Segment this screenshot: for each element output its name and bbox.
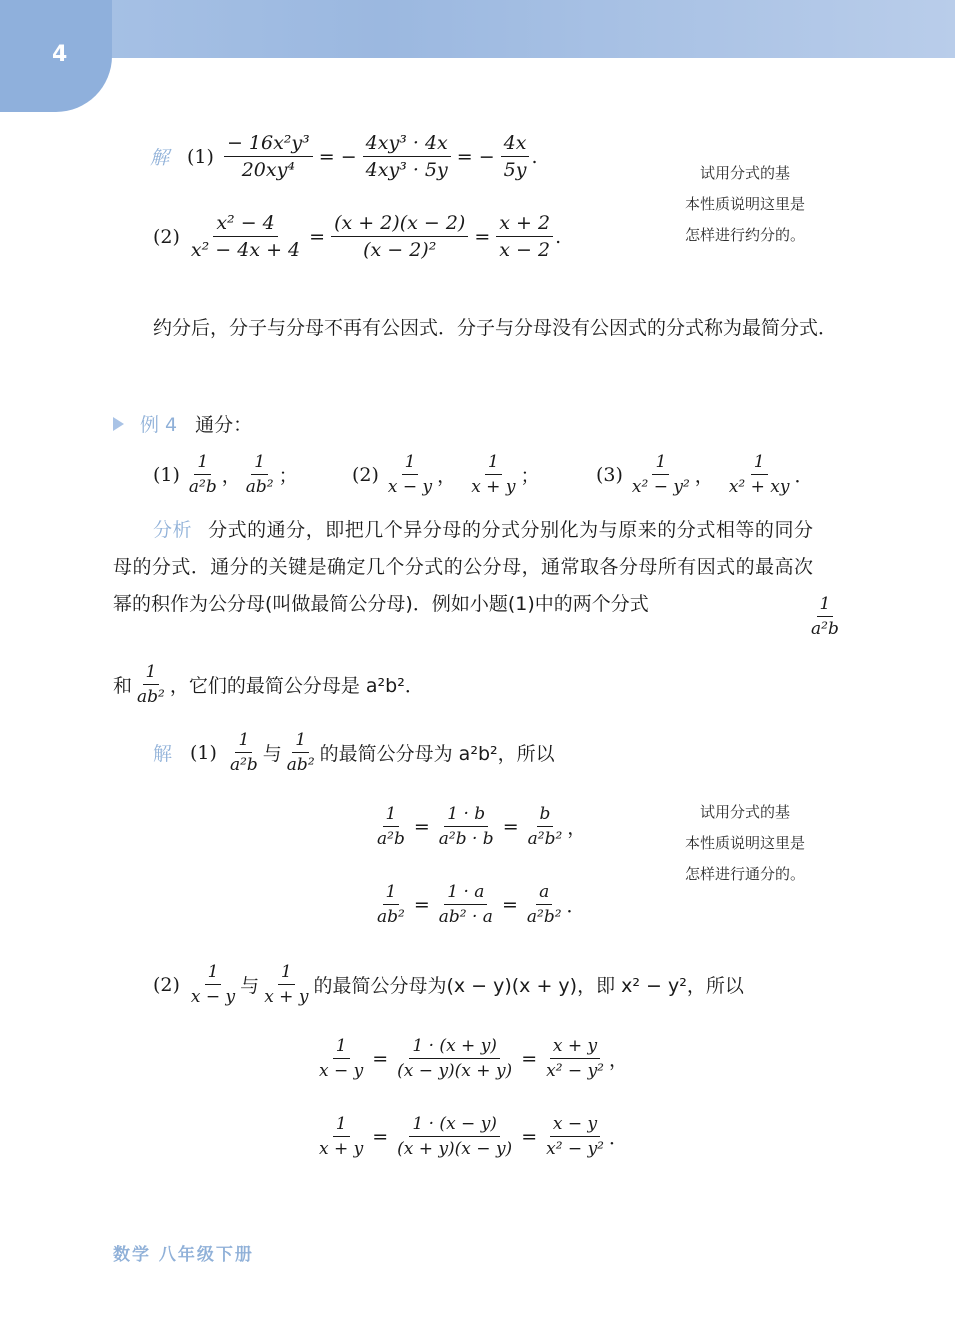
- analysis-paragraph: [113, 512, 813, 623]
- page-footer: 数学 八年级下册: [113, 1245, 254, 1265]
- page-number: 4: [52, 42, 68, 67]
- example-title: 通分：: [195, 414, 253, 436]
- fraction: $\frac{1}{\text{ab²}}$: [245, 452, 274, 497]
- analysis-text: 分式的通分，即把几个异分母的分式分别化为与原来的分式相等的同分母的分式．通分的关键是确定几个分式的公分母，通常取各分母所有因式的最高次幂的积作为公分母(叫做最简公分母)．例如小题(1)中的两个分式: [113, 519, 813, 615]
- side-note-reduce: 试用分式的基 本性质说明这里是 怎样进行约分的。: [684, 164, 805, 244]
- fraction: $\frac{1}{x - y}$: [190, 962, 236, 1007]
- example-label: 例 4: [140, 414, 178, 436]
- part-label: (2): [153, 225, 180, 248]
- fraction: $\frac{1}{\text{a²b}}$: [811, 594, 839, 639]
- fraction: $\frac{1}{\text{ab²}}$: [286, 730, 315, 775]
- fraction: $\frac{x + y}{\text{x² − y²}}$: [546, 1036, 604, 1081]
- fraction: $\frac{1}{\text{x² + xy}}$: [728, 452, 790, 497]
- fraction: $\frac{1 \cdot b}{\text{a²b · b}}$: [438, 804, 494, 849]
- ex3-part2: (2) $\frac{\text{x² − 4}}{\text{x² − 4x + 4}}$ = $\frac{(x + 2)(x - 2)}{\text{(x − 2)²}}$ = $\frac{x + 2}{x - 2}$ .: [153, 212, 562, 261]
- analysis-label: 分析: [153, 519, 193, 541]
- simplest-fraction-paragraph: 约分后，分子与分母不再有公因式．分子与分母没有公因式的分式称为最简分式．: [153, 317, 838, 339]
- fraction: $\frac{1}{\text{ab²}}$: [377, 882, 405, 927]
- fraction: $\frac{1}{\text{a²b}}$: [188, 452, 217, 497]
- ex4-item-2: (2) $\frac{1}{x - y}$ ， $\frac{1}{x + y}$ ；: [352, 452, 540, 497]
- sol4-p1-line-2: $\frac{1}{\text{ab²}}$ = $\frac{1 \cdot a}{\text{ab² · a}}$ = $\frac{a}{\text{a²b²}}$ ．: [372, 882, 586, 927]
- fraction: $\frac{1}{\text{x² − y²}}$: [631, 452, 690, 497]
- ex3-part1: 解 (1) $\frac{\text{− 16x²y³}}{\text{20xy⁴}}$ = − $\frac{\text{4xy³ · 4x}}{\text{4xy³ · 5y}}$ = − $\frac{4x}{5y}$ .: [150, 132, 538, 181]
- fraction: $\frac{1}{x - y}$: [319, 1036, 364, 1081]
- fraction: $\frac{1 \cdot (x + y)}{(x - y)(x + y)}$: [397, 1036, 513, 1081]
- solve-label: 解: [150, 147, 170, 169]
- analysis-continuation: 和 $\frac{1}{\text{ab²}}$ ，它们的最简公分母是 a²b²．: [113, 662, 424, 707]
- arrow-icon: [113, 417, 124, 431]
- fraction: $\frac{\text{x² − 4}}{\text{x² − 4x + 4}}$: [190, 212, 301, 261]
- fraction: $\frac{1 \cdot a}{\text{ab² · a}}$: [438, 882, 493, 927]
- sol4-p1-line-1: $\frac{1}{\text{a²b}}$ = $\frac{1 \cdot b}{\text{a²b · b}}$ = $\frac{b}{\text{a²b²}}$ ，: [372, 804, 586, 849]
- fraction: $\frac{b}{\text{a²b²}}$: [527, 804, 563, 849]
- fraction: $\frac{\text{4xy³ · 4x}}{\text{4xy³ · 5y}}$: [363, 132, 451, 181]
- fraction: $\frac{x - y}{\text{x² − y²}}$: [546, 1114, 604, 1159]
- ex4-item-1: (1) $\frac{1}{\text{a²b}}$ ， $\frac{1}{\text{ab²}}$ ；: [153, 452, 298, 497]
- fraction: $\frac{1 \cdot (x - y)}{(x + y)(x - y)}$: [397, 1114, 513, 1159]
- fraction: $\frac{x + 2}{x - 2}$: [496, 212, 553, 261]
- fraction: $\frac{1}{x + y}$: [319, 1114, 364, 1159]
- fraction: $\frac{4x}{5y}$: [501, 132, 530, 181]
- fraction: $\frac{1}{\text{a²b}}$: [377, 804, 405, 849]
- fraction: $\frac{1}{x + y}$: [471, 452, 516, 497]
- sol4-part1-intro: 解 (1) $\frac{1}{\text{a²b}}$ 与 $\frac{1}{\text{ab²}}$ 的最简公分母为 a²b²，所以: [153, 730, 555, 775]
- fraction: $\frac{a}{\text{a²b²}}$: [526, 882, 562, 927]
- fraction: $\frac{(x + 2)(x - 2)}{\text{(x − 2)²}}$: [331, 212, 468, 261]
- sol4-p2-line-1: $\frac{1}{x - y}$ = $\frac{1 \cdot (x + y)}{(x - y)(x + y)}$ = $\frac{x + y}{\text{x² − y²}}$ ，: [314, 1036, 628, 1081]
- fraction: $\frac{\text{− 16x²y³}}{\text{20xy⁴}}$: [224, 132, 313, 181]
- solve-label: 解: [153, 743, 173, 765]
- side-note-common-denominator: 试用分式的基 本性质说明这里是 怎样进行通分的。: [684, 803, 805, 883]
- fraction: $\frac{1}{\text{ab²}}$: [137, 662, 165, 707]
- fraction: $\frac{1}{x + y}$: [264, 962, 309, 1007]
- sol4-part2-intro: (2) $\frac{1}{x - y}$ 与 $\frac{1}{x + y}$ 的最简公分母为(x − y)(x + y)，即 x² − y²，所以: [153, 962, 744, 1007]
- fraction: $\frac{1}{\text{a²b}}$: [229, 730, 258, 775]
- example-4-heading: [113, 410, 252, 437]
- analysis-fraction-1: [806, 594, 844, 639]
- ex4-item-3: (3) $\frac{1}{\text{x² − y²}}$ ， $\frac{1}{\text{x² + xy}}$ ．: [596, 452, 814, 497]
- sol4-p2-line-2: $\frac{1}{x + y}$ = $\frac{1 \cdot (x - y)}{(x + y)(x - y)}$ = $\frac{x - y}{\text{x² − y²}}$ ．: [314, 1114, 628, 1159]
- header-band: [0, 0, 955, 58]
- fraction: $\frac{1}{x - y}$: [387, 452, 433, 497]
- part-label: (1): [187, 145, 214, 168]
